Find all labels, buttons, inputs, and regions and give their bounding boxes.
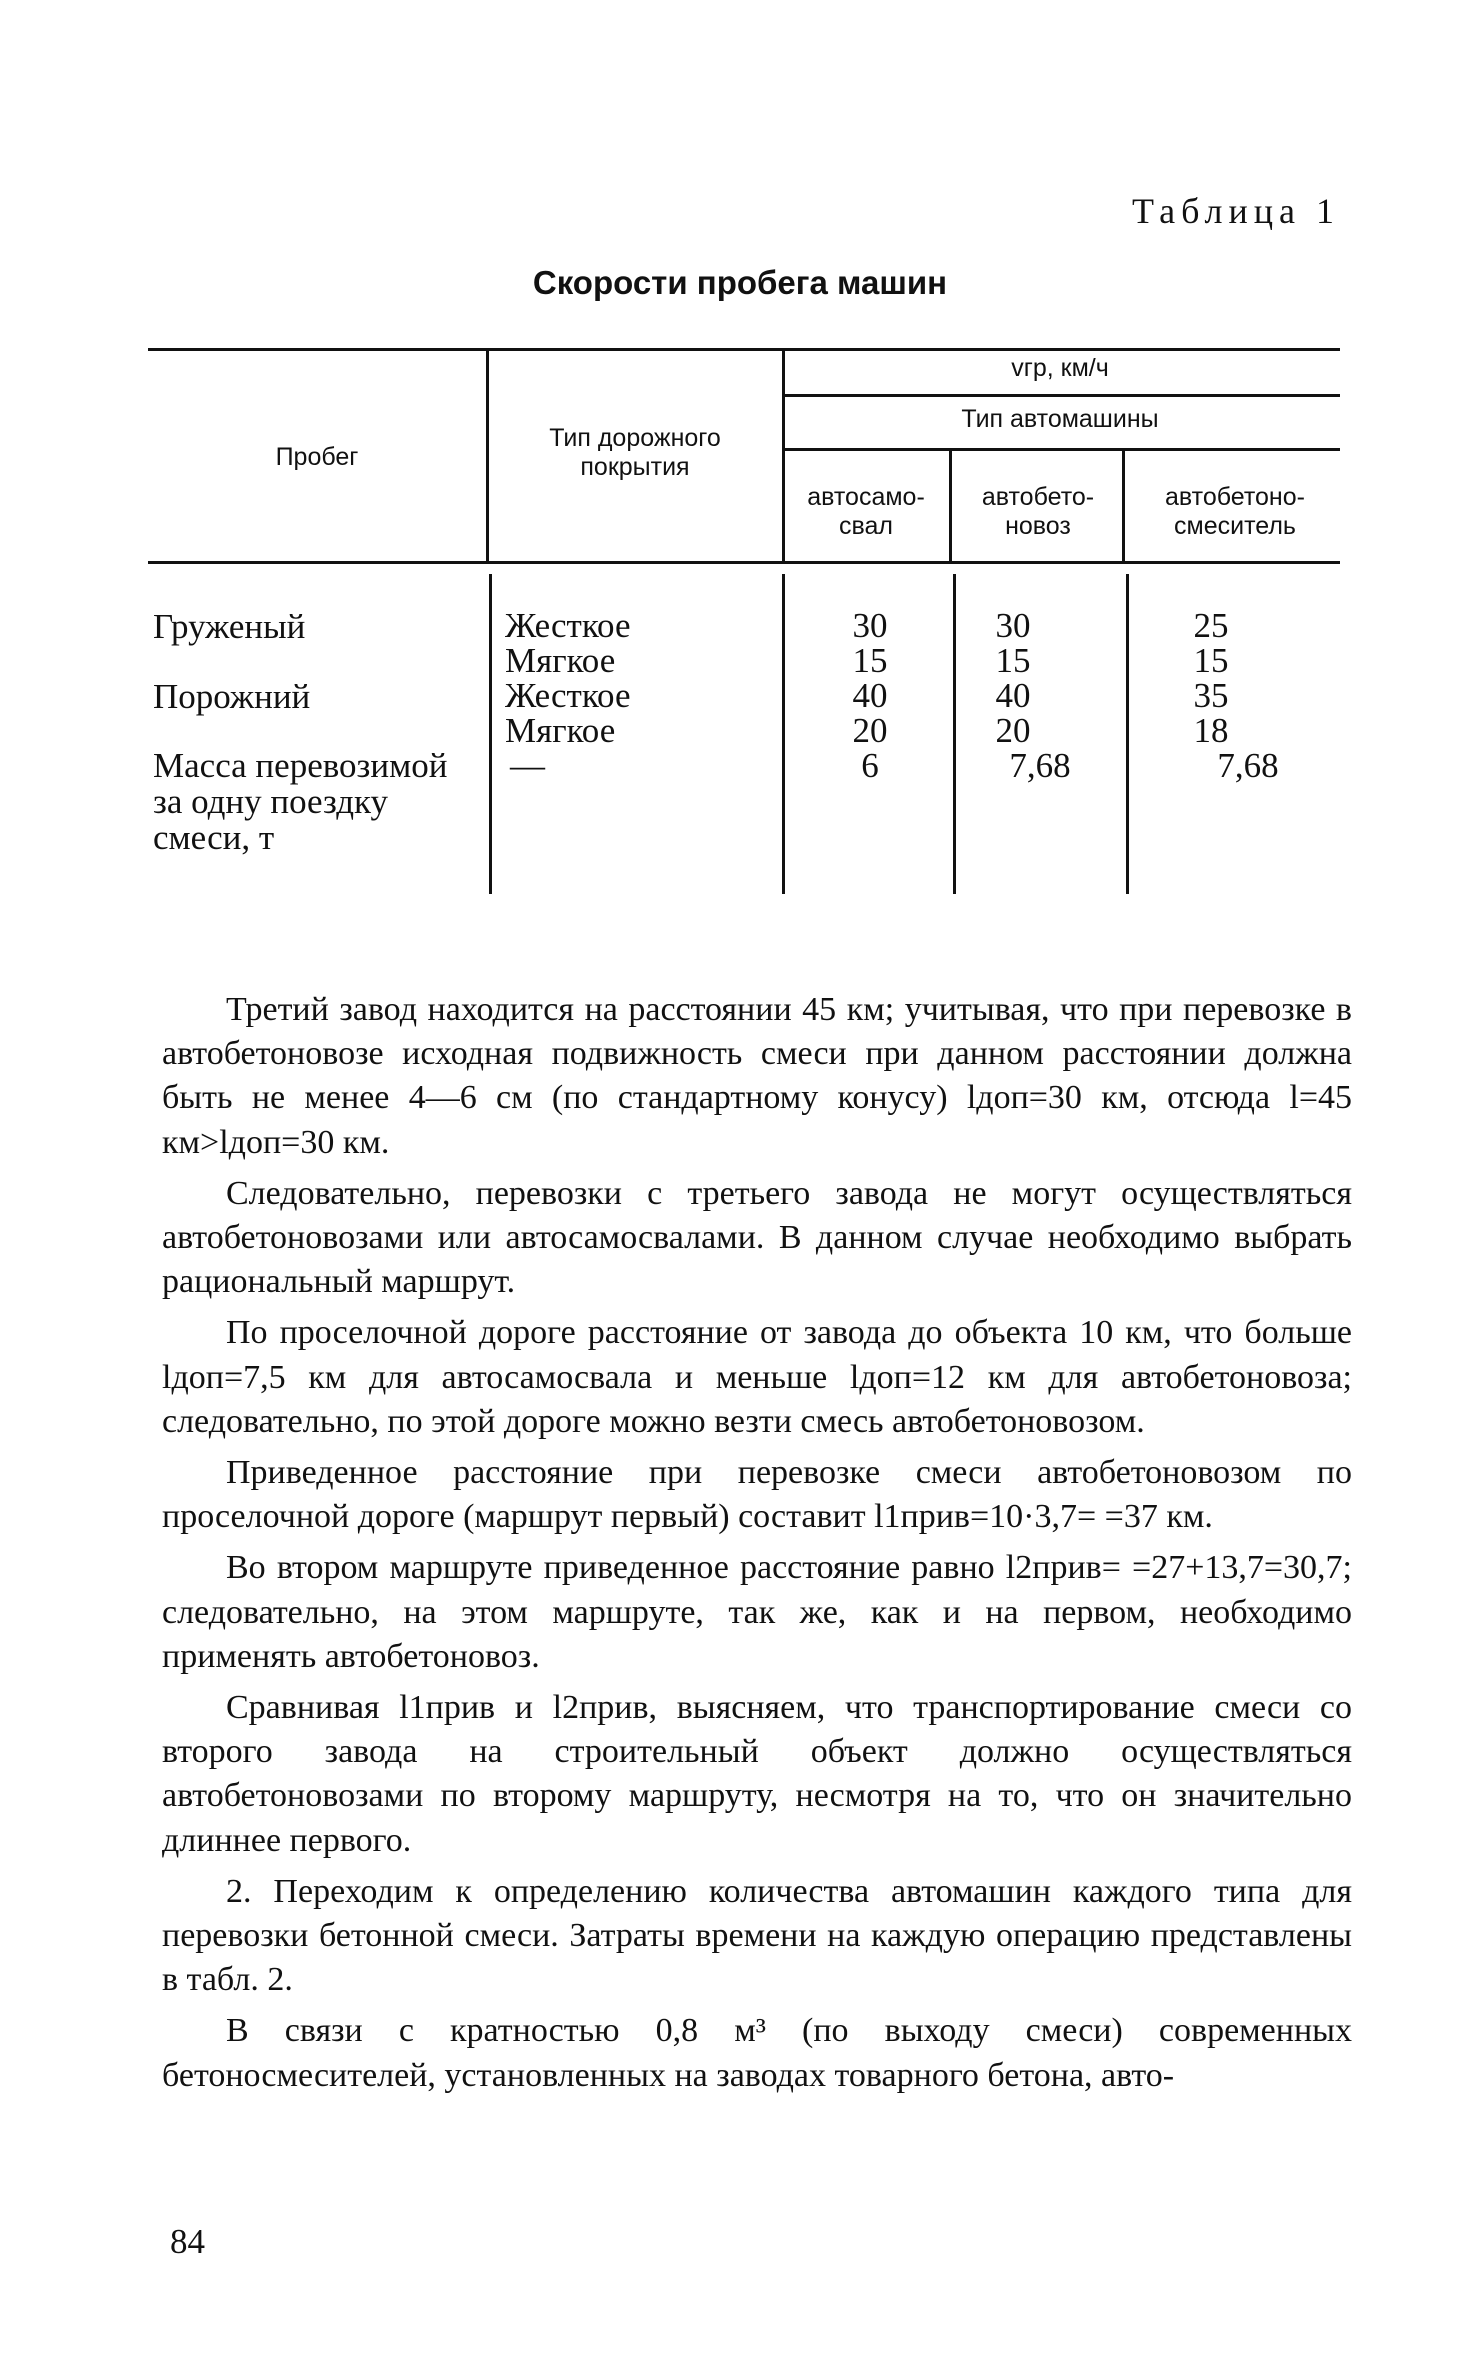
paragraph: Во втором маршруте приведенное расстояние равно l2прив= =27+13,7=30,7; следовательно, на этом маршруте, так же, как и на первом, необходимо применять автобетоновоз. [162, 1549, 1352, 1675]
header-divider-2 [782, 350, 785, 561]
cell-road-5: — [510, 746, 545, 785]
cell-mixer-2: 15 [1193, 641, 1229, 680]
cell-road-1: Жесткое [505, 606, 631, 645]
cell-dump-2: 15 [852, 641, 888, 680]
body-divider-2 [782, 574, 785, 894]
cell-dump-1: 30 [852, 606, 888, 645]
paragraph: 2. Переходим к определению количества автомашин каждого типа для перевозки бетонной смеси. Затраты времени на каждую операцию представлены в табл. 2. [162, 1872, 1352, 1999]
cell-dump-5: 6 [861, 746, 879, 785]
cell-concrete-2: 15 [995, 641, 1031, 680]
cell-concrete-5: 7,68 [1009, 746, 1071, 785]
paragraph: Приведенное расстояние при перевозке смеси автобетоновозом по проселочной дороге (маршрут первый) составит l1прив=10·3,7= =37 км. [162, 1454, 1352, 1536]
header-divider-1 [486, 350, 489, 561]
cell-concrete-3: 40 [995, 676, 1031, 715]
header-col-dump: автосамо-свал [807, 483, 925, 540]
paragraph: Сравнивая l1прив и l2прив, выясняем, что транспортирование смеси со второго завода на строительный объект должно осуществляться автобетоновозами по второму маршруту, несмотря на то, что он значительно длиннее первого. [162, 1689, 1352, 1859]
cell-road-4: Мягкое [505, 711, 616, 750]
paragraph: В связи с кратностью 0,8 м³ (по выходу смеси) современных бетоносмесителей, установленных на заводах товарного бетона, авто- [162, 2012, 1352, 2094]
page-number: 84 [170, 2222, 205, 2261]
header-rule-speed [784, 394, 1340, 397]
cell-run-mass: Масса перевозимой за одну поездку смеси, т [153, 746, 448, 857]
table-top-rule [148, 348, 1340, 351]
cell-mixer-3: 35 [1193, 676, 1229, 715]
table-title: Скорости пробега машин [532, 264, 948, 301]
cell-mixer-4: 18 [1193, 711, 1229, 750]
header-divider-4 [1122, 450, 1125, 561]
paragraph: Следовательно, перевозки с третьего завода не могут осуществляться автобетоновозами или автосамосвалами. В данном случае необходимо выбрать рациональный маршрут. [162, 1174, 1352, 1301]
cell-dump-3: 40 [852, 676, 888, 715]
header-run: Пробег [275, 443, 359, 471]
paragraph: По проселочной дороге расстояние от завода до объекта 10 км, что больше lдоп=7,5 км для автосамосвала и меньше lдоп=12 км для автобетоновоза; следовательно, по этой дороге можно везти смесь автобетоновозом. [162, 1314, 1352, 1440]
body-divider-1 [489, 574, 492, 894]
cell-road-3: Жесткое [505, 676, 631, 715]
table-label: Таблица 1 [1132, 191, 1340, 231]
body-divider-3 [953, 574, 956, 894]
header-rule-type [784, 448, 1340, 451]
header-road-type: Тип дорожного покрытия [549, 424, 721, 481]
header-col-mixer: автобетоно-смеситель [1165, 483, 1305, 540]
cell-concrete-4: 20 [995, 711, 1031, 750]
body-text [162, 988, 1352, 2105]
header-machine-type: Тип автомашины [961, 405, 1159, 433]
cell-run-loaded: Груженый [153, 607, 306, 646]
cell-mixer-1: 25 [1193, 606, 1229, 645]
header-speed: vгр, км/ч [1011, 354, 1109, 382]
cell-road-2: Мягкое [505, 641, 616, 680]
header-bottom-rule [148, 561, 1340, 564]
cell-concrete-1: 30 [995, 606, 1031, 645]
body-divider-4 [1126, 574, 1129, 894]
paragraph: Третий завод находится на расстоянии 45 км; учитывая, что при перевозке в автобетоновозе исходная подвижность смеси при данном расстоянии должна быть не менее 4—6 см (по стандартному конусу) lдоп=30 км, отсюда l=45 км>lдоп=30 км. [162, 991, 1352, 1161]
header-divider-3 [949, 450, 952, 561]
cell-mixer-5: 7,68 [1217, 746, 1279, 785]
cell-dump-4: 20 [852, 711, 888, 750]
cell-run-empty: Порожний [153, 677, 311, 716]
header-col-concrete: автобето-новоз [981, 483, 1095, 540]
